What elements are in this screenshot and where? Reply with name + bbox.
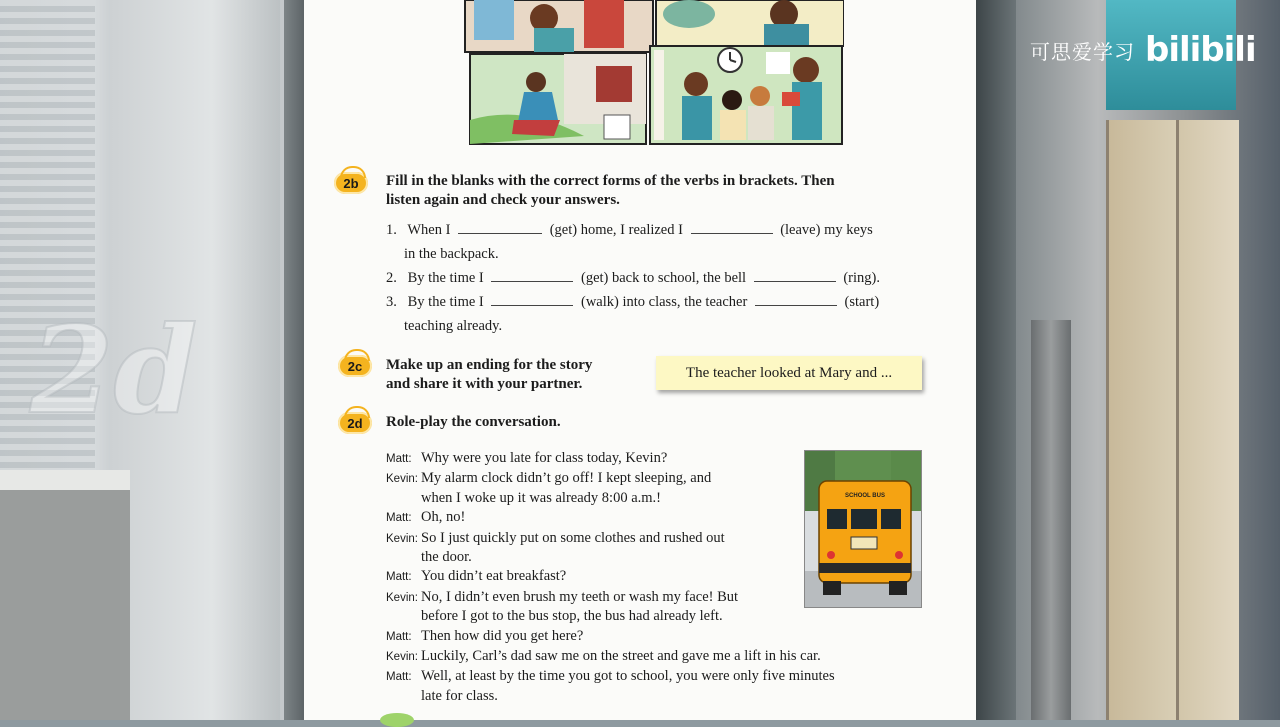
exercise-2b-badge: [334, 172, 368, 194]
exercise-2d-instruction: Role-play the conversation.: [386, 414, 561, 430]
dialogue-text: Then how did you get here?: [421, 627, 584, 644]
exercise-2c-instruction: [386, 356, 646, 394]
exercise-2b-item-3-continuation: teaching already.: [404, 318, 503, 334]
next-exercise-badge-partial: [380, 713, 414, 727]
dialogue-line: [386, 627, 926, 647]
background-counter: [0, 470, 130, 720]
dialogue-text: So I just quickly put on some clothes and rushed out the door.: [421, 529, 725, 566]
bilibili-logo: bilibili: [1145, 30, 1256, 70]
answer-blank[interactable]: [491, 280, 573, 282]
item-text: (start): [844, 294, 880, 310]
textbook-page: [304, 0, 976, 720]
dialogue-text: Oh, no!: [421, 509, 466, 526]
background-door: [1106, 120, 1179, 720]
answer-blank[interactable]: [691, 232, 773, 234]
background-door-frame: [976, 0, 1016, 720]
item-text: By the time I: [407, 270, 484, 286]
item-number: 3.: [386, 294, 397, 310]
dialogue-text: My alarm clock didn’t go off! I kept sleeping, and when I woke up it was already 8:00 a.m.!: [421, 470, 712, 506]
background-column: [1031, 320, 1071, 720]
background-left-panel: [0, 0, 304, 720]
speaker-name: Kevin:: [386, 473, 418, 486]
exercise-2b-item-2: [386, 270, 880, 287]
dialogue-text: Well, at least by the time you got to school, you were only five minutes late for class.: [421, 668, 835, 704]
exercise-2c-instruction-line2: and share it with your partner.: [386, 376, 583, 392]
item-number: 2.: [386, 270, 397, 286]
background-edge: [284, 0, 304, 720]
answer-blank[interactable]: [491, 304, 573, 306]
item-number: 1.: [386, 222, 397, 238]
exercise-2c-badge-label: 2c: [347, 358, 363, 374]
item-text: (leave) my keys: [780, 222, 873, 238]
speaker-name: Kevin:: [386, 591, 418, 604]
exercise-2b-item-1: [386, 222, 873, 239]
item-text: (ring).: [843, 270, 880, 286]
speaker-name: Matt:: [386, 512, 412, 525]
faded-2d-watermark: 2d: [30, 300, 198, 441]
bus-sign-text: SCHOOL BUS: [845, 493, 885, 499]
story-prompt-note: The teacher looked at Mary and ...: [656, 356, 922, 390]
background-door-2: [1176, 120, 1239, 720]
speaker-name: Kevin:: [386, 532, 418, 545]
speaker-name: Matt:: [386, 671, 412, 684]
dialogue-text: Luckily, Carl’s dad saw me on the street and gave me a lift in his car.: [421, 648, 821, 665]
channel-watermark: [1030, 30, 1256, 70]
speaker-name: Matt:: [386, 453, 412, 465]
dialogue-line: [386, 667, 926, 706]
dialogue-text: Why were you late for class today, Kevin?: [421, 450, 668, 466]
item-text: (walk) into class, the teacher: [581, 294, 748, 310]
answer-blank[interactable]: [458, 232, 542, 234]
speaker-name: Kevin:: [386, 651, 418, 664]
speaker-name: Matt:: [386, 630, 412, 643]
exercise-2b-item-1-continuation: in the backpack.: [404, 246, 499, 262]
background-right-panel: [976, 0, 1280, 720]
dialogue-text: You didn’t eat breakfast?: [421, 568, 567, 585]
item-text: (get) home, I realized I: [549, 222, 683, 238]
item-text: By the time I: [407, 294, 484, 310]
exercise-2b-instruction-line2: listen again and check your answers.: [386, 192, 620, 208]
dialogue-text: No, I didn’t even brush my teeth or wash my face! But before I got to the bus stop, the bus had already left.: [421, 588, 739, 625]
exercise-2b-instruction-line1: Fill in the blanks with the correct forms of the verbs in brackets. Then: [386, 173, 835, 189]
exercise-2d-badge: [338, 412, 372, 434]
channel-name: 可思爱学习: [1030, 39, 1135, 64]
exercise-2c-badge: [338, 355, 372, 377]
item-text: (get) back to school, the bell: [581, 270, 747, 286]
item-text: When I: [407, 222, 451, 238]
exercise-2b-item-3: [386, 294, 879, 311]
dialogue-line: [386, 647, 926, 667]
answer-blank[interactable]: [755, 304, 837, 306]
exercise-2d-badge-label: 2d: [347, 415, 363, 431]
exercise-2b-badge-label: 2b: [343, 175, 359, 191]
exercise-2c-instruction-line1: Make up an ending for the story: [386, 357, 593, 373]
speaker-name: Matt:: [386, 571, 412, 584]
answer-blank[interactable]: [754, 280, 836, 282]
exercise-2b-instruction: [386, 172, 946, 210]
story-illustration: [464, 0, 844, 145]
school-bus-photo: [804, 450, 922, 608]
